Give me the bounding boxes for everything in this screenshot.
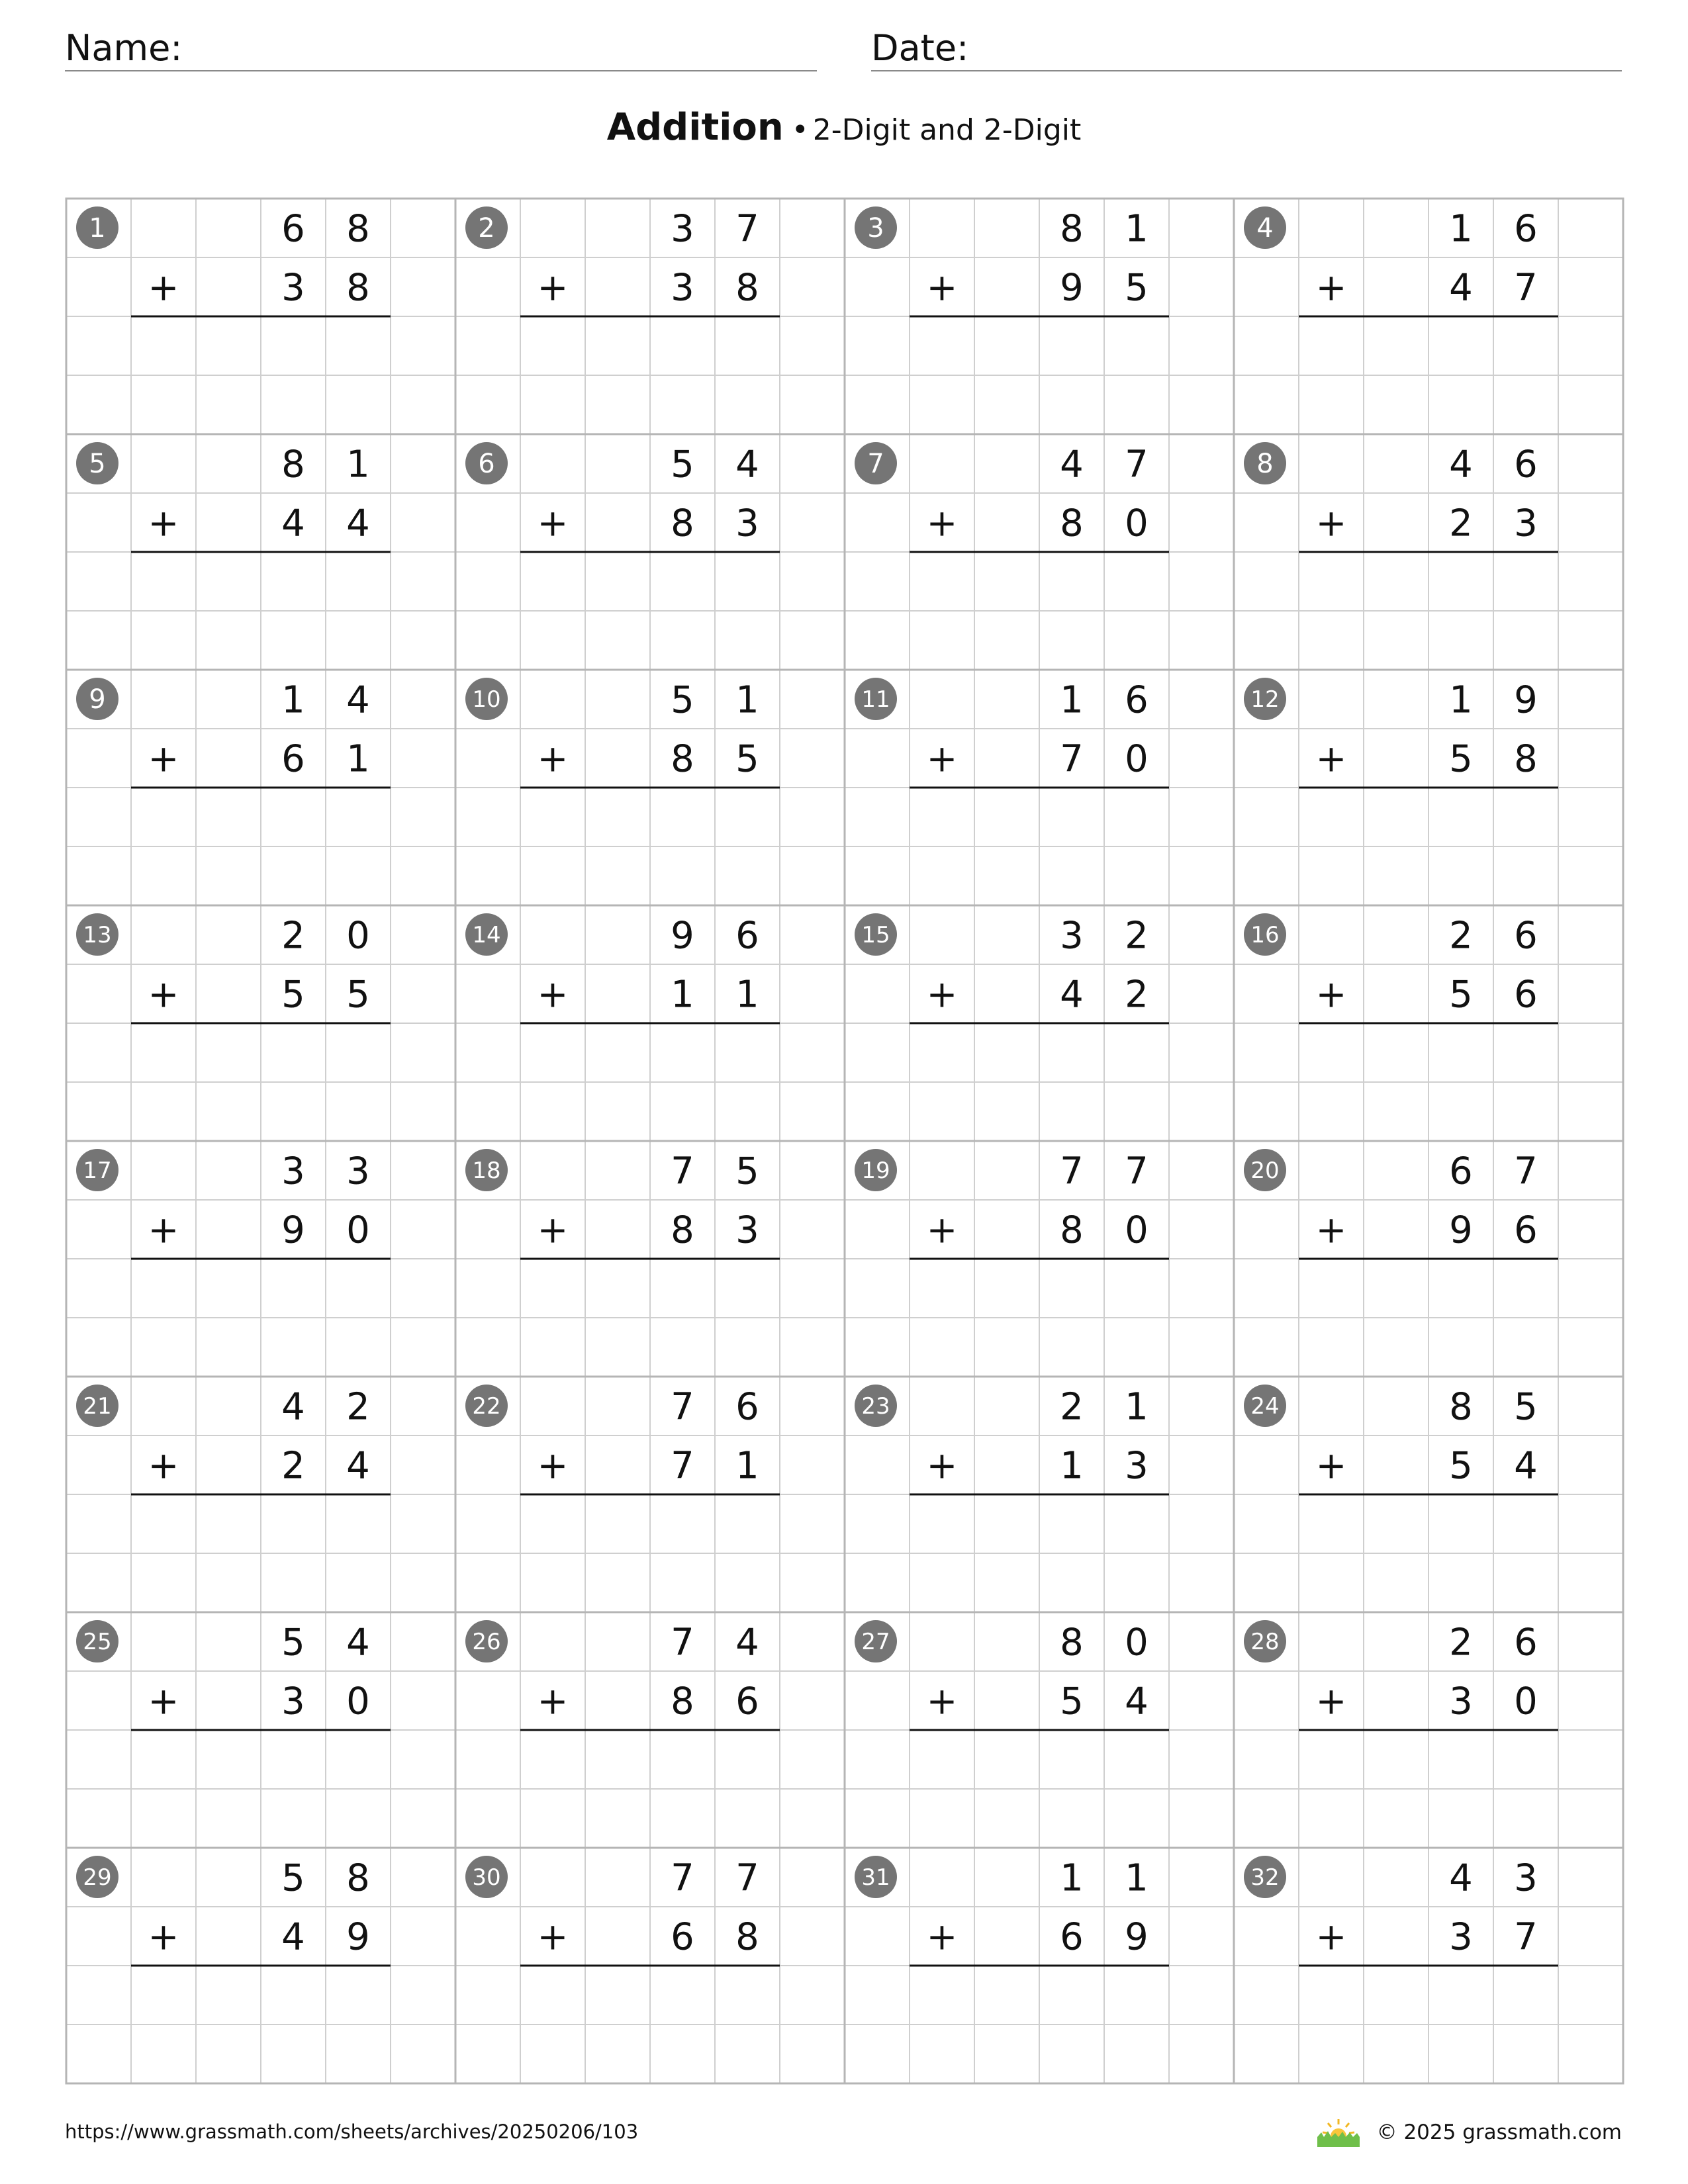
addend-bottom-digit: 0 — [1125, 737, 1149, 781]
addend-bottom-digit: 5 — [1125, 266, 1149, 310]
addend-top-digit: 8 — [281, 443, 305, 486]
footer-brand — [1315, 2118, 1622, 2147]
addend-top-digit: 4 — [1060, 443, 1084, 486]
addend-bottom-digit: 6 — [281, 737, 305, 781]
addend-bottom-digit: 3 — [1449, 1680, 1473, 1723]
addend-bottom-digit: 3 — [281, 266, 305, 310]
problem-number: 13 — [83, 922, 112, 948]
addend-bottom-digit: 0 — [1125, 1208, 1149, 1252]
plus-sign: + — [1315, 266, 1347, 310]
addend-top-digit: 1 — [1060, 678, 1084, 722]
plus-sign: + — [537, 1915, 569, 1959]
addend-bottom-digit: 8 — [346, 266, 370, 310]
addend-top-digit: 4 — [1449, 1856, 1473, 1900]
addend-bottom-digit: 7 — [671, 1444, 694, 1488]
addend-bottom-digit: 5 — [735, 737, 759, 781]
addend-bottom-digit: 0 — [1125, 502, 1149, 545]
addend-top-digit: 6 — [1514, 207, 1538, 251]
plus-sign: + — [537, 502, 569, 545]
addend-bottom-digit: 2 — [281, 1444, 305, 1488]
addend-top-digit: 8 — [346, 207, 370, 251]
addend-bottom-digit: 1 — [1060, 1444, 1084, 1488]
plus-sign: + — [148, 1444, 179, 1488]
problem-number: 8 — [1256, 449, 1274, 479]
addend-bottom-digit: 9 — [1060, 266, 1084, 310]
addend-top-digit: 7 — [1125, 443, 1149, 486]
problem-number: 5 — [89, 449, 106, 479]
addend-bottom-digit: 9 — [1449, 1208, 1473, 1252]
addend-bottom-digit: 7 — [1514, 1915, 1538, 1959]
addend-top-digit: 6 — [1125, 678, 1149, 722]
plus-sign: + — [1315, 1444, 1347, 1488]
addend-bottom-digit: 3 — [281, 1680, 305, 1723]
plus-sign: + — [148, 266, 179, 310]
addend-bottom-digit: 3 — [735, 1208, 759, 1252]
addend-top-digit: 2 — [1449, 914, 1473, 958]
addend-bottom-digit: 4 — [1449, 266, 1473, 310]
problem-number: 20 — [1250, 1158, 1280, 1184]
title-bullet: • — [791, 113, 809, 147]
problem-number: 19 — [861, 1158, 890, 1184]
addend-bottom-digit: 9 — [281, 1208, 305, 1252]
plus-sign: + — [926, 973, 958, 1017]
plus-sign: + — [1315, 1680, 1347, 1723]
addend-bottom-digit: 6 — [1514, 973, 1538, 1017]
addend-bottom-digit: 8 — [671, 1208, 694, 1252]
addend-top-digit: 3 — [281, 1150, 305, 1193]
problem-number: 31 — [861, 1864, 890, 1891]
addend-top-digit: 8 — [1449, 1385, 1473, 1429]
problem-number: 24 — [1250, 1393, 1280, 1420]
addend-bottom-digit: 1 — [671, 973, 694, 1017]
problem-number: 6 — [478, 449, 495, 479]
addend-top-digit: 5 — [671, 678, 694, 722]
plus-sign: + — [926, 1915, 958, 1959]
addend-top-digit: 7 — [671, 1621, 694, 1664]
addend-bottom-digit: 3 — [1449, 1915, 1473, 1959]
addend-bottom-digit: 7 — [1514, 266, 1538, 310]
addend-bottom-digit: 8 — [671, 737, 694, 781]
plus-sign: + — [1315, 1915, 1347, 1959]
addend-bottom-digit: 4 — [281, 1915, 305, 1959]
addend-top-digit: 5 — [281, 1621, 305, 1664]
addend-bottom-digit: 4 — [1125, 1680, 1149, 1723]
addend-top-digit: 1 — [281, 678, 305, 722]
plus-sign: + — [1315, 737, 1347, 781]
plus-sign: + — [537, 973, 569, 1017]
problem-number: 7 — [867, 449, 884, 479]
plus-sign: + — [1315, 502, 1347, 545]
addend-top-digit: 4 — [1449, 443, 1473, 486]
addend-top-digit: 6 — [281, 207, 305, 251]
addend-bottom-digit: 6 — [735, 1680, 759, 1723]
addend-top-digit: 7 — [671, 1385, 694, 1429]
addend-top-digit: 3 — [671, 207, 694, 251]
addend-top-digit: 1 — [1449, 207, 1473, 251]
plus-sign: + — [148, 1208, 179, 1252]
problem-number: 15 — [861, 922, 890, 948]
addend-top-digit: 1 — [1449, 678, 1473, 722]
plus-sign: + — [926, 502, 958, 545]
addend-top-digit: 0 — [1125, 1621, 1149, 1664]
addend-bottom-digit: 9 — [1125, 1915, 1149, 1959]
plus-sign: + — [537, 737, 569, 781]
problem-number: 22 — [472, 1393, 501, 1420]
problem-number: 14 — [472, 922, 501, 948]
addend-top-digit: 0 — [346, 914, 370, 958]
problem-number: 12 — [1250, 686, 1280, 713]
addend-top-digit: 3 — [1060, 914, 1084, 958]
addend-bottom-digit: 8 — [735, 266, 759, 310]
addend-top-digit: 2 — [281, 914, 305, 958]
plus-sign: + — [148, 1915, 179, 1959]
addend-top-digit: 1 — [1125, 1385, 1149, 1429]
addend-bottom-digit: 0 — [1514, 1680, 1538, 1723]
plus-sign: + — [1315, 1208, 1347, 1252]
problem-number: 29 — [83, 1864, 112, 1891]
date-label: Date: — [871, 27, 969, 69]
addend-bottom-digit: 4 — [1514, 1444, 1538, 1488]
plus-sign: + — [148, 973, 179, 1017]
plus-sign: + — [926, 1208, 958, 1252]
addend-top-digit: 1 — [346, 443, 370, 486]
addend-bottom-digit: 9 — [346, 1915, 370, 1959]
addend-bottom-digit: 3 — [1514, 502, 1538, 545]
addend-bottom-digit: 1 — [735, 1444, 759, 1488]
addend-top-digit: 3 — [1514, 1856, 1538, 1900]
problem-number: 2 — [478, 213, 495, 244]
addend-top-digit: 4 — [346, 678, 370, 722]
plus-sign: + — [148, 502, 179, 545]
addend-top-digit: 4 — [281, 1385, 305, 1429]
addend-top-digit: 6 — [1514, 443, 1538, 486]
addend-bottom-digit: 0 — [346, 1208, 370, 1252]
addend-top-digit: 4 — [735, 443, 759, 486]
addend-top-digit: 7 — [1125, 1150, 1149, 1193]
problem-number: 3 — [867, 213, 884, 244]
addend-bottom-digit: 7 — [1060, 737, 1084, 781]
problem-number: 17 — [83, 1158, 112, 1184]
problem-number: 9 — [89, 684, 106, 715]
plus-sign: + — [926, 266, 958, 310]
addend-bottom-digit: 5 — [1449, 737, 1473, 781]
addend-bottom-digit: 5 — [1060, 1680, 1084, 1723]
plus-sign: + — [926, 1444, 958, 1488]
problem-number: 25 — [83, 1629, 112, 1655]
addend-bottom-digit: 4 — [1060, 973, 1084, 1017]
plus-sign: + — [537, 1208, 569, 1252]
addend-bottom-digit: 3 — [735, 502, 759, 545]
plus-sign: + — [148, 1680, 179, 1723]
problem-number: 28 — [1250, 1629, 1280, 1655]
problem-number: 26 — [472, 1629, 501, 1655]
addend-bottom-digit: 5 — [346, 973, 370, 1017]
addend-top-digit: 1 — [735, 678, 759, 722]
addend-bottom-digit: 1 — [735, 973, 759, 1017]
addend-bottom-digit: 6 — [671, 1915, 694, 1959]
problem-number: 11 — [861, 686, 890, 713]
addend-bottom-digit: 8 — [1060, 502, 1084, 545]
addend-top-digit: 8 — [1060, 207, 1084, 251]
addend-bottom-digit: 4 — [281, 502, 305, 545]
addend-top-digit: 7 — [1514, 1150, 1538, 1193]
addend-bottom-digit: 8 — [735, 1915, 759, 1959]
addend-top-digit: 5 — [1514, 1385, 1538, 1429]
addend-bottom-digit: 6 — [1514, 1208, 1538, 1252]
problem-number: 27 — [861, 1629, 890, 1655]
addend-top-digit: 5 — [281, 1856, 305, 1900]
addend-bottom-digit: 4 — [346, 502, 370, 545]
addend-top-digit: 7 — [735, 1856, 759, 1900]
grass-sun-logo-icon — [1315, 2116, 1362, 2148]
addend-top-digit: 6 — [735, 914, 759, 958]
addend-bottom-digit: 8 — [671, 502, 694, 545]
problem-number: 4 — [1256, 213, 1274, 244]
problem-number: 21 — [83, 1393, 112, 1420]
problem-number: 18 — [472, 1158, 501, 1184]
addend-top-digit: 7 — [1060, 1150, 1084, 1193]
addend-top-digit: 9 — [1514, 678, 1538, 722]
addend-top-digit: 3 — [346, 1150, 370, 1193]
addend-bottom-digit: 8 — [671, 1680, 694, 1723]
addend-bottom-digit: 3 — [671, 266, 694, 310]
addend-top-digit: 7 — [671, 1150, 694, 1193]
problem-number: 30 — [472, 1864, 501, 1891]
addend-top-digit: 2 — [1060, 1385, 1084, 1429]
addend-bottom-digit: 1 — [346, 737, 370, 781]
addend-bottom-digit: 0 — [346, 1680, 370, 1723]
addend-top-digit: 5 — [671, 443, 694, 486]
problem-number: 23 — [861, 1393, 890, 1420]
addend-top-digit: 6 — [1449, 1150, 1473, 1193]
addend-top-digit: 8 — [346, 1856, 370, 1900]
addend-top-digit: 7 — [735, 207, 759, 251]
addend-top-digit: 7 — [671, 1856, 694, 1900]
plus-sign: + — [537, 266, 569, 310]
addend-bottom-digit: 4 — [346, 1444, 370, 1488]
problem-number: 32 — [1250, 1864, 1280, 1891]
plus-sign: + — [1315, 973, 1347, 1017]
addend-bottom-digit: 2 — [1449, 502, 1473, 545]
problem-number: 1 — [89, 213, 106, 244]
addend-top-digit: 2 — [1449, 1621, 1473, 1664]
problem-number: 10 — [472, 686, 501, 713]
addend-bottom-digit: 8 — [1060, 1208, 1084, 1252]
title-subtitle: 2-Digit and 2-Digit — [812, 113, 1082, 147]
plus-sign: + — [926, 737, 958, 781]
plus-sign: + — [537, 1680, 569, 1723]
addend-top-digit: 8 — [1060, 1621, 1084, 1664]
name-label: Name: — [65, 27, 183, 69]
plus-sign: + — [926, 1680, 958, 1723]
addend-bottom-digit: 6 — [1060, 1915, 1084, 1959]
problem-number: 16 — [1250, 922, 1280, 948]
addend-top-digit: 4 — [346, 1621, 370, 1664]
addend-bottom-digit: 2 — [1125, 973, 1149, 1017]
addend-top-digit: 5 — [735, 1150, 759, 1193]
addend-top-digit: 1 — [1125, 1856, 1149, 1900]
addend-top-digit: 1 — [1060, 1856, 1084, 1900]
addend-top-digit: 9 — [671, 914, 694, 958]
footer-copyright: © 2025 grassmath.com — [1376, 2120, 1622, 2144]
plus-sign: + — [148, 737, 179, 781]
addend-bottom-digit: 5 — [1449, 973, 1473, 1017]
addend-bottom-digit: 3 — [1125, 1444, 1149, 1488]
addend-top-digit: 2 — [1125, 914, 1149, 958]
addend-top-digit: 4 — [735, 1621, 759, 1664]
addend-top-digit: 6 — [1514, 1621, 1538, 1664]
addend-bottom-digit: 8 — [1514, 737, 1538, 781]
addend-top-digit: 2 — [346, 1385, 370, 1429]
plus-sign: + — [537, 1444, 569, 1488]
addend-top-digit: 6 — [735, 1385, 759, 1429]
addend-top-digit: 1 — [1125, 207, 1149, 251]
title-main: Addition — [606, 106, 784, 149]
footer-url: https://www.grassmath.com/sheets/archives/20250206/103 — [65, 2120, 639, 2143]
addend-bottom-digit: 5 — [1449, 1444, 1473, 1488]
addend-top-digit: 6 — [1514, 914, 1538, 958]
addend-bottom-digit: 5 — [281, 973, 305, 1017]
